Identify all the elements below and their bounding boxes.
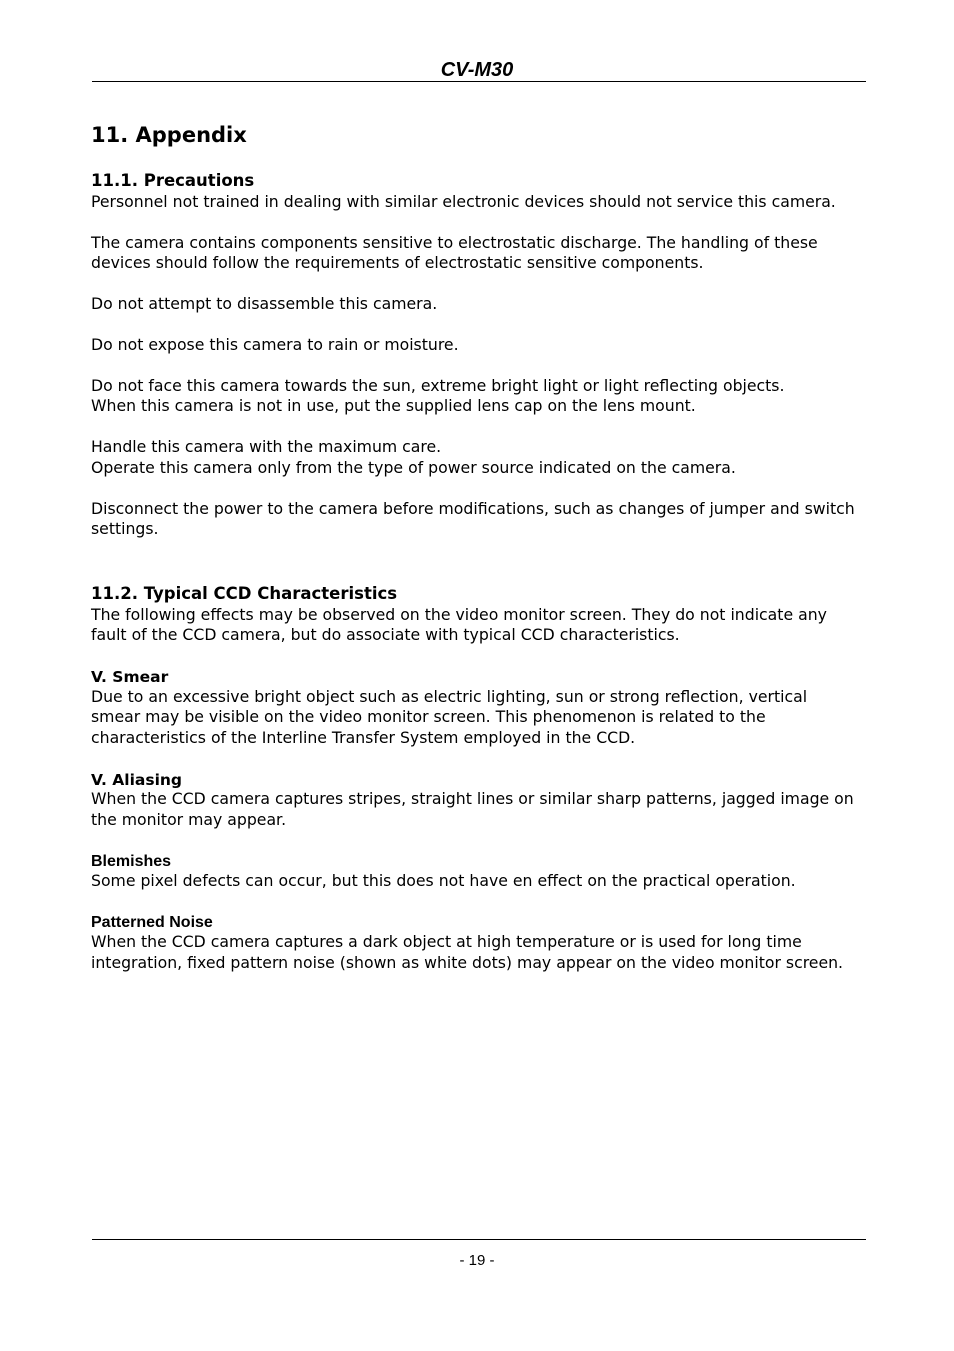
- paragraph-line: the monitor may appear.: [91, 810, 287, 829]
- paragraph-line: Due to an excessive bright object such as electric lighting, sun or strong reflection, vertical: [91, 687, 808, 706]
- paragraph-line: Disconnect the power to the camera before modifications, such as changes of jumper and switch: [91, 499, 855, 518]
- paragraph-line: Some pixel defects can occur, but this does not have en effect on the practical operation.: [91, 871, 796, 890]
- paragraph-line: settings.: [91, 519, 159, 538]
- header-title: CV-M30: [440, 59, 514, 81]
- patterned-noise-heading: Patterned Noise: [91, 914, 213, 931]
- section-title: 11. Appendix: [91, 123, 247, 147]
- aliasing-heading: V. Aliasing: [91, 771, 183, 789]
- smear-heading: V. Smear: [91, 668, 169, 686]
- ccd-heading: 11.2. Typical CCD Characteristics: [91, 584, 398, 603]
- paragraph-line: integration, fixed pattern noise (shown as white dots) may appear on the video monitor screen.: [91, 953, 844, 972]
- paragraph-line: Do not attempt to disassemble this camera.: [91, 294, 438, 313]
- paragraph-line: When this camera is not in use, put the supplied lens cap on the lens mount.: [91, 396, 696, 415]
- paragraph-line: smear may be visible on the video monitor screen. This phenomenon is related to the: [91, 707, 766, 726]
- footer-rule: [92, 1239, 866, 1240]
- paragraph-line: Operate this camera only from the type of power source indicated on the camera.: [91, 458, 736, 477]
- paragraph-line: Handle this camera with the maximum care.: [91, 437, 442, 456]
- paragraph-line: devices should follow the requirements of electrostatic sensitive components.: [91, 253, 704, 272]
- paragraph-line: Do not expose this camera to rain or moisture.: [91, 335, 459, 354]
- paragraph-line: When the CCD camera captures a dark object at high temperature or is used for long time: [91, 932, 802, 951]
- paragraph-line: characteristics of the Interline Transfer System employed in the CCD.: [91, 728, 636, 747]
- paragraph-line: The camera contains components sensitive to electrostatic discharge. The handling of these: [91, 233, 818, 252]
- precautions-heading: 11.1. Precautions: [91, 171, 255, 190]
- paragraph-line: fault of the CCD camera, but do associate with typical CCD characteristics.: [91, 625, 680, 644]
- paragraph-line: Personnel not trained in dealing with similar electronic devices should not service this camera.: [91, 192, 836, 211]
- paragraph-line: When the CCD camera captures stripes, straight lines or similar sharp patterns, jagged image on: [91, 789, 854, 808]
- page-number: - 19 -: [459, 1252, 495, 1269]
- blemishes-heading: Blemishes: [91, 853, 172, 870]
- header-rule: [92, 81, 866, 82]
- paragraph-line: The following effects may be observed on the video monitor screen. They do not indicate any: [91, 605, 827, 624]
- paragraph-line: Do not face this camera towards the sun, extreme bright light or light reflecting objects.: [91, 376, 785, 395]
